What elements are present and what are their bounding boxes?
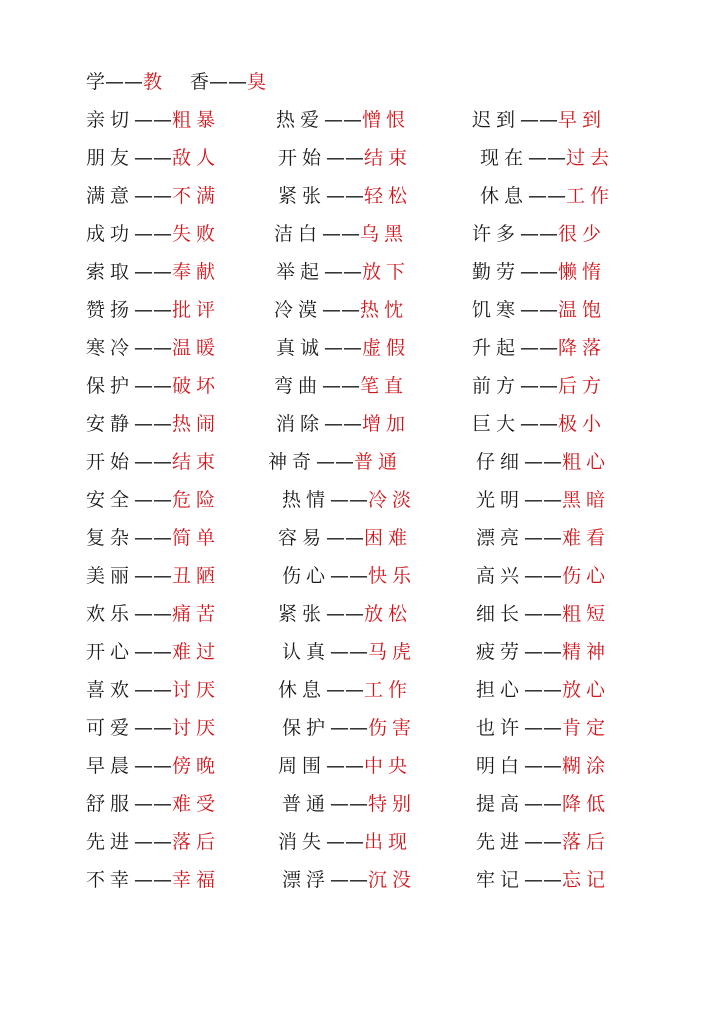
word: 热爱 (276, 109, 325, 131)
antonym-pair (278, 184, 412, 208)
dash: —— (520, 261, 559, 283)
dash: —— (330, 793, 369, 815)
antonym-pair (480, 146, 614, 170)
antonym-pair (278, 526, 412, 550)
antonym-pair (190, 70, 266, 94)
antonym: 温饱 (558, 299, 607, 321)
antonym: 早到 (558, 109, 607, 131)
antonym-pair (86, 526, 220, 550)
antonym-pair (472, 108, 606, 132)
dash: —— (326, 755, 365, 777)
antonym: 虚假 (362, 337, 411, 359)
antonym: 憎恨 (362, 109, 411, 131)
antonym-pair (278, 678, 412, 702)
word: 紧张 (278, 185, 327, 207)
dash: —— (134, 679, 173, 701)
dash: —— (134, 717, 173, 739)
antonym-pair (278, 602, 412, 626)
word: 高兴 (476, 565, 525, 587)
word: 周围 (278, 755, 327, 777)
dash: —— (524, 679, 563, 701)
antonym: 中央 (364, 755, 413, 777)
antonym: 精神 (562, 641, 611, 663)
antonym: 痛苦 (172, 603, 221, 625)
word: 舒服 (86, 793, 135, 815)
dash: —— (134, 375, 173, 397)
antonym-pair (476, 754, 610, 778)
antonym-pair (86, 450, 220, 474)
dash: —— (324, 109, 363, 131)
antonym-pair (86, 184, 220, 208)
antonym: 不满 (172, 185, 221, 207)
antonym-pair (276, 260, 410, 284)
antonym-pair (86, 868, 220, 892)
dash: —— (524, 717, 563, 739)
dash: —— (134, 603, 173, 625)
antonym: 放下 (362, 261, 411, 283)
word: 可爱 (86, 717, 135, 739)
antonym: 降落 (558, 337, 607, 359)
dash: —— (134, 261, 173, 283)
antonym: 结束 (172, 451, 221, 473)
antonym: 忘记 (562, 869, 611, 891)
antonym: 难受 (172, 793, 221, 815)
word: 赞扬 (86, 299, 135, 321)
antonym: 热闹 (172, 413, 221, 435)
word: 喜欢 (86, 679, 135, 701)
antonym: 降低 (562, 793, 611, 815)
word: 休息 (278, 679, 327, 701)
antonym-pair (276, 108, 410, 132)
word: 神奇 (268, 451, 317, 473)
antonym-pair (282, 488, 416, 512)
dash: —— (520, 375, 559, 397)
dash: —— (326, 527, 365, 549)
antonym: 危险 (172, 489, 221, 511)
word: 普通 (282, 793, 331, 815)
antonym: 失败 (172, 223, 221, 245)
antonym: 工作 (566, 185, 615, 207)
word: 冷漠 (274, 299, 323, 321)
word: 迟到 (472, 109, 521, 131)
word: 热情 (282, 489, 331, 511)
antonym-pair (86, 792, 220, 816)
word: 牢记 (476, 869, 525, 891)
word: 细长 (476, 603, 525, 625)
antonym: 结束 (364, 147, 413, 169)
antonym: 肯定 (562, 717, 611, 739)
antonym: 教 (143, 71, 163, 93)
antonym-pair (476, 830, 610, 854)
word: 巨大 (472, 413, 521, 435)
word: 先进 (86, 831, 135, 853)
antonym-pair (282, 792, 416, 816)
antonym: 乌黑 (360, 223, 409, 245)
antonym: 臭 (247, 71, 267, 93)
word: 亲切 (86, 109, 135, 131)
dash: —— (316, 451, 355, 473)
word: 前方 (472, 375, 521, 397)
antonym: 丑陋 (172, 565, 221, 587)
antonym-pair (278, 830, 412, 854)
antonym-pair (476, 602, 610, 626)
dash: —— (524, 451, 563, 473)
word: 紧张 (278, 603, 327, 625)
antonym-pair (476, 678, 610, 702)
dash: —— (524, 641, 563, 663)
dash: —— (134, 109, 173, 131)
word: 疲劳 (476, 641, 525, 663)
dash: —— (524, 489, 563, 511)
antonym: 出现 (364, 831, 413, 853)
word: 复杂 (86, 527, 135, 549)
antonym-pair (276, 412, 410, 436)
word: 认真 (282, 641, 331, 663)
dash: —— (520, 413, 559, 435)
antonym-pair (476, 868, 610, 892)
dash: —— (134, 565, 173, 587)
antonym: 粗短 (562, 603, 611, 625)
word: 饥寒 (472, 299, 521, 321)
antonym: 增加 (362, 413, 411, 435)
antonym: 温暖 (172, 337, 221, 359)
antonym-pair (86, 260, 220, 284)
antonym: 普通 (354, 451, 403, 473)
word: 开始 (86, 451, 135, 473)
antonym-pair (472, 298, 606, 322)
dash: —— (134, 527, 173, 549)
dash: —— (524, 603, 563, 625)
dash: —— (322, 223, 361, 245)
antonym: 困难 (364, 527, 413, 549)
antonym-pair (278, 146, 412, 170)
word: 仔细 (476, 451, 525, 473)
dash: —— (330, 565, 369, 587)
antonym-pair (86, 678, 220, 702)
antonym: 放松 (364, 603, 413, 625)
dash: —— (520, 337, 559, 359)
antonym-pair (268, 450, 402, 474)
word: 升起 (472, 337, 521, 359)
word: 索取 (86, 261, 135, 283)
word: 开始 (278, 147, 327, 169)
antonym: 后方 (558, 375, 607, 397)
dash: —— (209, 71, 248, 93)
antonym: 糊涂 (562, 755, 611, 777)
word: 明白 (476, 755, 525, 777)
word: 弯曲 (274, 375, 323, 397)
word: 勤劳 (472, 261, 521, 283)
word: 香 (190, 71, 210, 93)
word: 现在 (480, 147, 529, 169)
word: 不幸 (86, 869, 135, 891)
antonym-pair (476, 450, 610, 474)
dash: —— (524, 869, 563, 891)
word: 许多 (472, 223, 521, 245)
antonym-pair (476, 792, 610, 816)
antonym: 傍晚 (172, 755, 221, 777)
antonym-pair (476, 716, 610, 740)
antonym-pair (472, 412, 606, 436)
antonym: 粗暴 (172, 109, 221, 131)
dash: —— (524, 755, 563, 777)
dash: —— (134, 755, 173, 777)
antonym-pair (86, 754, 220, 778)
dash: —— (134, 337, 173, 359)
dash: —— (134, 413, 173, 435)
dash: —— (520, 223, 559, 245)
word: 早晨 (86, 755, 135, 777)
word: 保护 (86, 375, 135, 397)
antonym-pair (86, 222, 220, 246)
dash: —— (326, 185, 365, 207)
dash: —— (330, 869, 369, 891)
word: 也许 (476, 717, 525, 739)
word: 安全 (86, 489, 135, 511)
antonym: 热忱 (360, 299, 409, 321)
antonym-pair (476, 640, 610, 664)
antonym-pair (278, 754, 412, 778)
word: 洁白 (274, 223, 323, 245)
dash: —— (134, 641, 173, 663)
dash: —— (528, 185, 567, 207)
antonym-pair (86, 108, 220, 132)
word: 担心 (476, 679, 525, 701)
antonym: 极小 (558, 413, 607, 435)
antonym: 奉献 (172, 261, 221, 283)
dash: —— (322, 375, 361, 397)
word: 漂浮 (282, 869, 331, 891)
antonym: 冷淡 (368, 489, 417, 511)
word: 提高 (476, 793, 525, 815)
word: 成功 (86, 223, 135, 245)
antonym: 批评 (172, 299, 221, 321)
antonym-pair (276, 336, 410, 360)
antonym-pair (86, 70, 162, 94)
antonym: 简单 (172, 527, 221, 549)
antonym: 轻松 (364, 185, 413, 207)
antonym-pair (86, 146, 220, 170)
antonym-pair (86, 564, 220, 588)
antonym-pair (86, 298, 220, 322)
word: 欢乐 (86, 603, 135, 625)
word: 消失 (278, 831, 327, 853)
antonym-pair (274, 374, 408, 398)
antonym-pair (282, 564, 416, 588)
dash: —— (134, 147, 173, 169)
antonym-pair (86, 488, 220, 512)
antonym-pair (86, 374, 220, 398)
antonym: 难过 (172, 641, 221, 663)
dash: —— (134, 489, 173, 511)
dash: —— (134, 299, 173, 321)
dash: —— (330, 641, 369, 663)
antonym-pair (282, 640, 416, 664)
antonym: 放心 (562, 679, 611, 701)
word: 伤心 (282, 565, 331, 587)
word: 休息 (480, 185, 529, 207)
antonym: 很少 (558, 223, 607, 245)
dash: —— (134, 793, 173, 815)
word: 开心 (86, 641, 135, 663)
word: 美丽 (86, 565, 135, 587)
word: 举起 (276, 261, 325, 283)
dash: —— (105, 71, 144, 93)
antonym-pair (86, 640, 220, 664)
dash: —— (326, 147, 365, 169)
antonym-pair (472, 222, 606, 246)
dash: —— (330, 489, 369, 511)
antonym-pair (472, 260, 606, 284)
antonym-pair (86, 336, 220, 360)
antonym: 破坏 (172, 375, 221, 397)
dash: —— (524, 527, 563, 549)
word: 真诚 (276, 337, 325, 359)
dash: —— (324, 337, 363, 359)
antonym: 难看 (562, 527, 611, 549)
word: 寒冷 (86, 337, 135, 359)
antonym-pair (282, 716, 416, 740)
antonym: 马虎 (368, 641, 417, 663)
antonym: 懒惰 (558, 261, 607, 283)
word: 安静 (86, 413, 135, 435)
antonym: 沉没 (368, 869, 417, 891)
word: 朋友 (86, 147, 135, 169)
antonym: 讨厌 (172, 717, 221, 739)
antonym-pair (472, 336, 606, 360)
dash: —— (520, 109, 559, 131)
antonym: 幸福 (172, 869, 221, 891)
antonym-pair (476, 564, 610, 588)
word: 光明 (476, 489, 525, 511)
dash: —— (524, 831, 563, 853)
antonym: 黑暗 (562, 489, 611, 511)
dash: —— (326, 679, 365, 701)
antonym: 工作 (364, 679, 413, 701)
dash: —— (324, 413, 363, 435)
antonym-pair (274, 222, 408, 246)
dash: —— (134, 451, 173, 473)
antonym: 快乐 (368, 565, 417, 587)
antonym: 过去 (566, 147, 615, 169)
word: 学 (86, 71, 106, 93)
dash: —— (134, 185, 173, 207)
antonym-pair (86, 602, 220, 626)
dash: —— (134, 223, 173, 245)
word: 满意 (86, 185, 135, 207)
antonym-pair (86, 412, 220, 436)
dash: —— (528, 147, 567, 169)
dash: —— (322, 299, 361, 321)
antonym-pair (86, 830, 220, 854)
dash: —— (324, 261, 363, 283)
antonym-pair (472, 374, 606, 398)
word: 先进 (476, 831, 525, 853)
antonym-pair (480, 184, 614, 208)
antonym-pair (476, 526, 610, 550)
antonym: 落后 (172, 831, 221, 853)
antonym-pair (274, 298, 408, 322)
antonym-pair (476, 488, 610, 512)
dash: —— (134, 831, 173, 853)
word: 漂亮 (476, 527, 525, 549)
dash: —— (524, 793, 563, 815)
antonym-pair (282, 868, 416, 892)
word: 消除 (276, 413, 325, 435)
dash: —— (326, 603, 365, 625)
dash: —— (330, 717, 369, 739)
word: 保护 (282, 717, 331, 739)
dash: —— (134, 869, 173, 891)
antonym: 伤心 (562, 565, 611, 587)
dash: —— (524, 565, 563, 587)
antonym: 伤害 (368, 717, 417, 739)
antonym: 敌人 (172, 147, 221, 169)
dash: —— (520, 299, 559, 321)
antonym: 落后 (562, 831, 611, 853)
antonym: 特别 (368, 793, 417, 815)
antonym: 笔直 (360, 375, 409, 397)
word: 容易 (278, 527, 327, 549)
antonym: 讨厌 (172, 679, 221, 701)
antonym: 粗心 (562, 451, 611, 473)
antonym-pair (86, 716, 220, 740)
dash: —— (326, 831, 365, 853)
